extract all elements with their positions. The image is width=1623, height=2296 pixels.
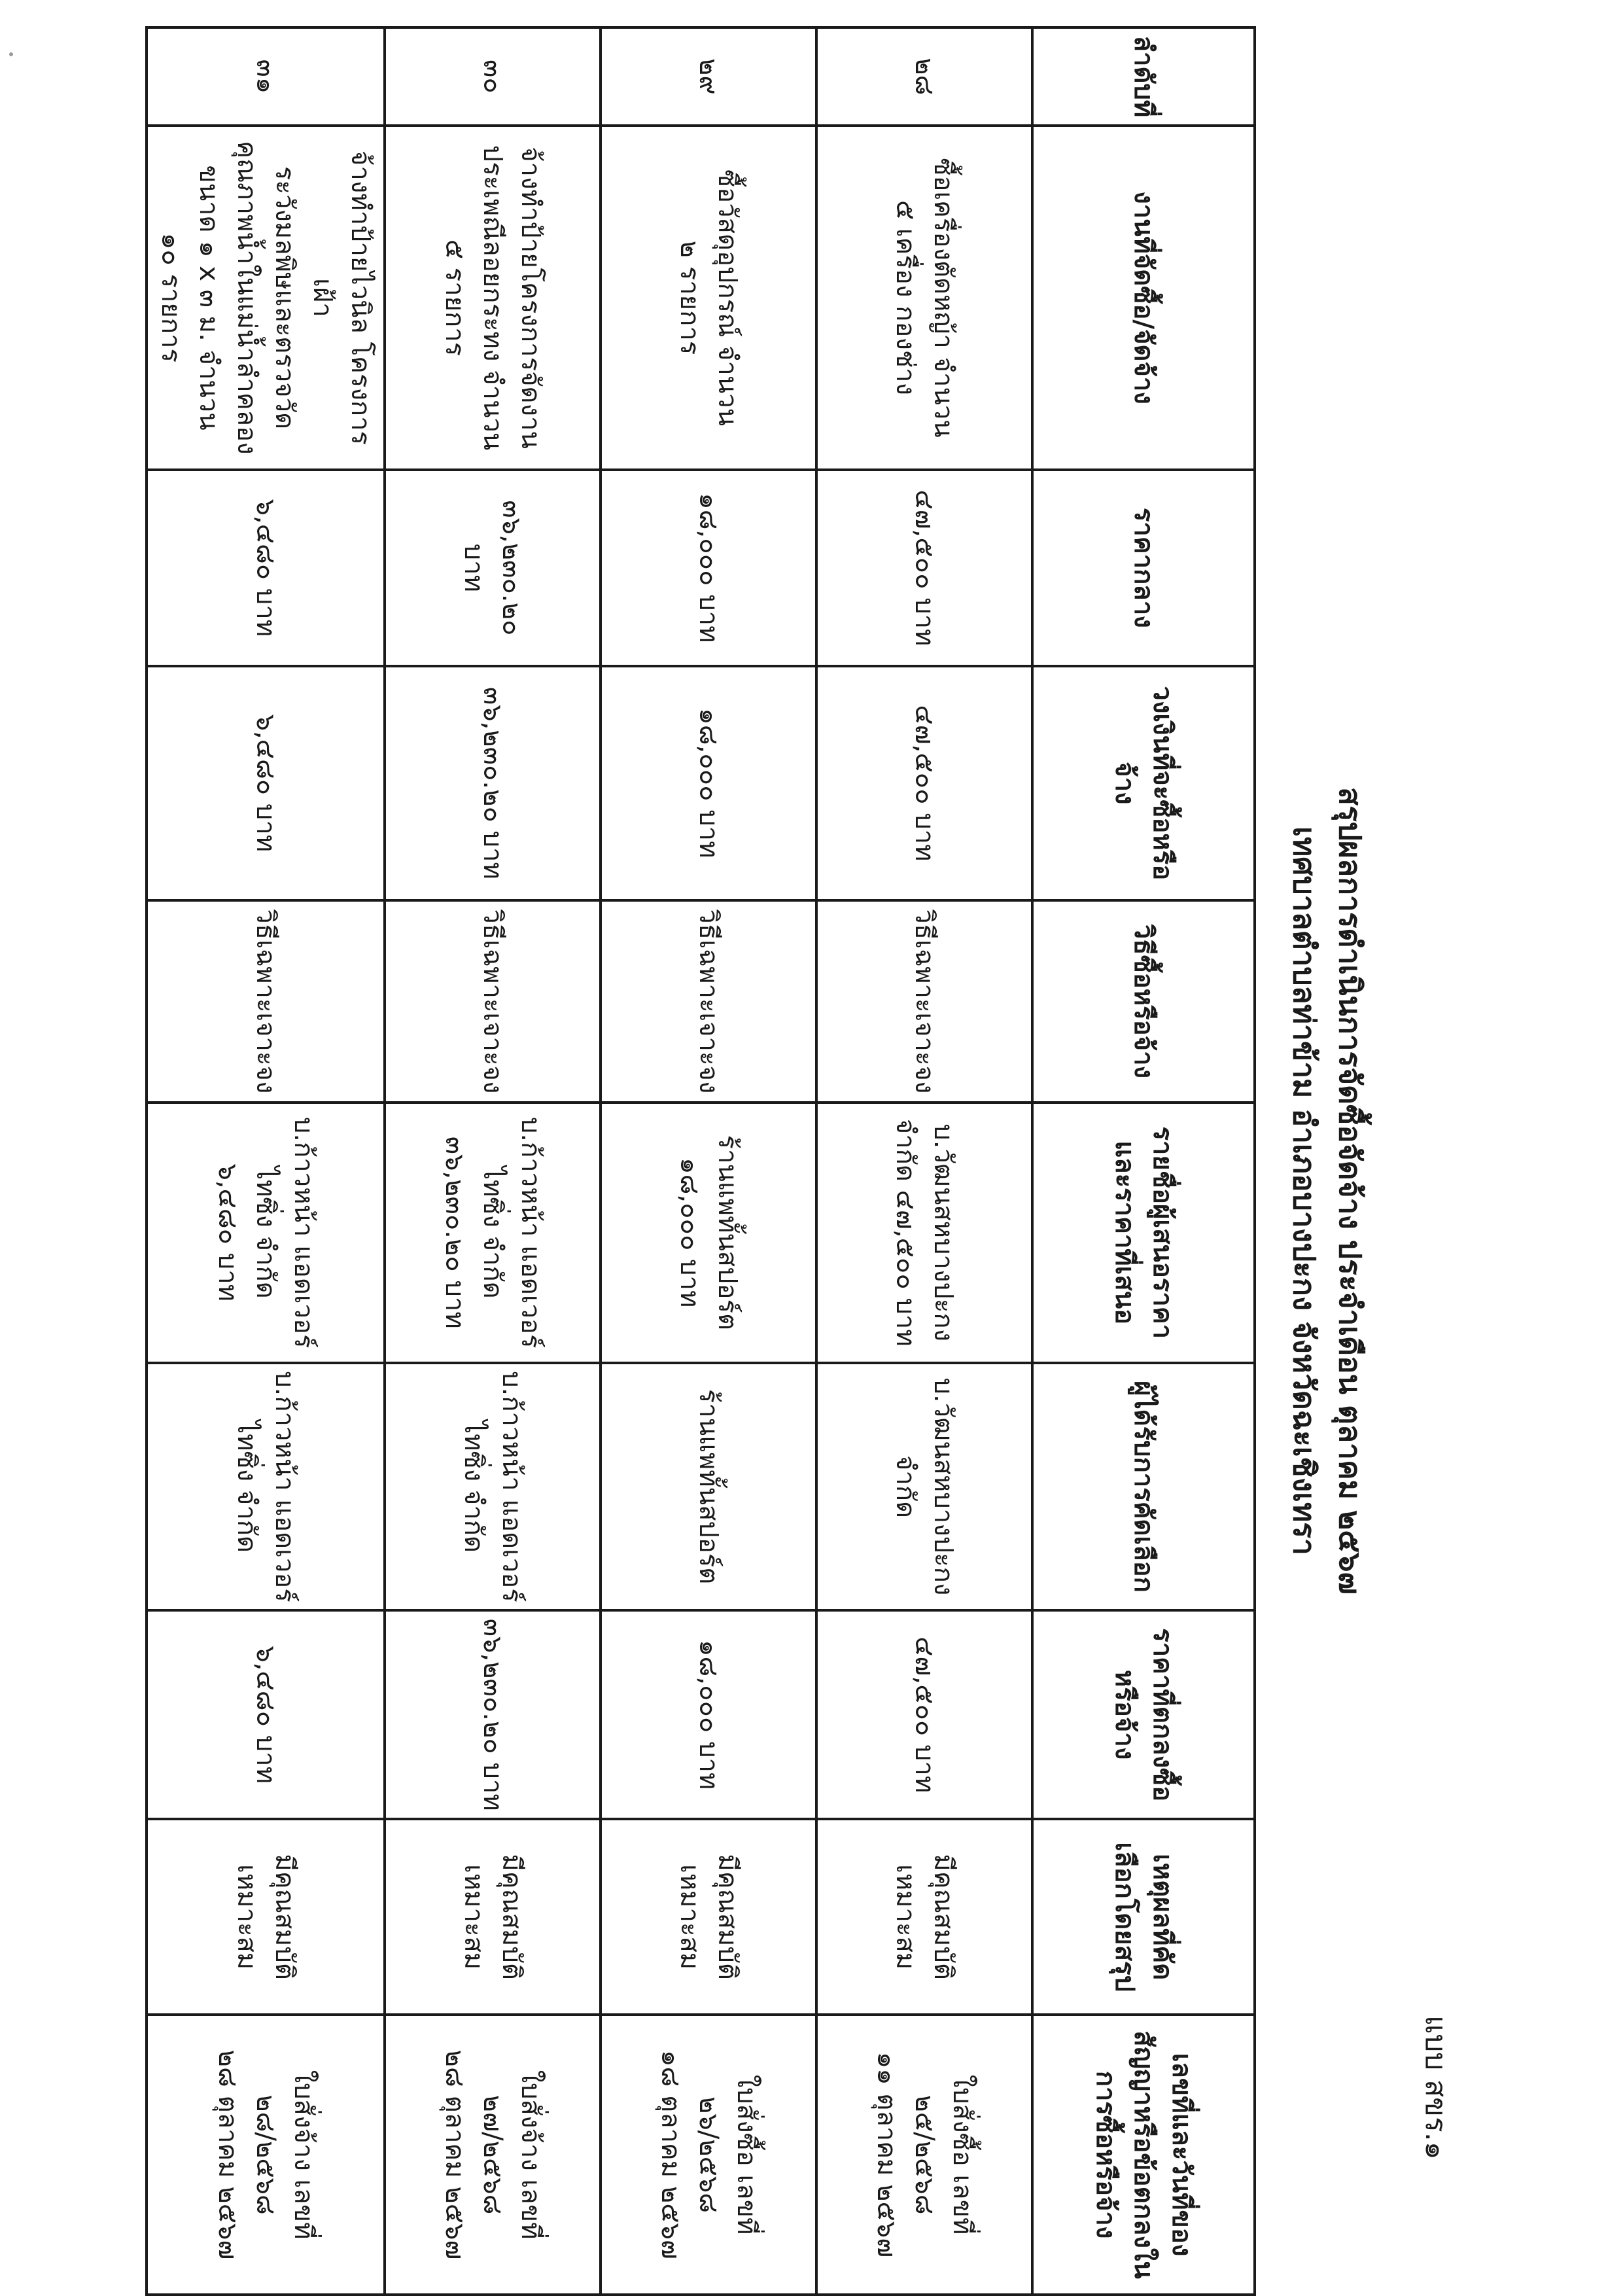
- column-header: วงเงินที่จะซื้อหรือจ้าง: [1032, 666, 1255, 901]
- cell-median-price: ๓๖,๒๓๐.๒๐ บาท: [385, 470, 601, 665]
- cell-method: วิธีเฉพาะเจาะจง: [816, 900, 1032, 1102]
- column-header: เลขที่และวันที่ของสัญญาหรือข้อตกลงในการซื้อหรือจ้าง: [1032, 2015, 1255, 2295]
- cell-agreed-price: ๓๖,๒๓๐.๒๐ บาท: [385, 1610, 601, 1819]
- cell-bidders: ร้านแพทั้นสปอร์ต ๑๘,๐๐๐ บาท: [601, 1103, 816, 1363]
- column-header: งานที่จัดซื้อ/จัดจ้าง: [1032, 126, 1255, 470]
- cell-median-price: ๑๘,๐๐๐ บาท: [601, 470, 816, 665]
- cell-median-price: ๖,๔๘๐ บาท: [147, 470, 385, 665]
- cell-contract: ใบสั่งซื้อ เลขที่ ๒๖/๒๕๖๘ ๑๘ ตุลาคม ๒๕๖๗: [601, 2015, 816, 2295]
- column-header: ราคาที่ตกลงซื้อหรือจ้าง: [1032, 1610, 1255, 1819]
- column-header: ผู้ได้รับการคัดเลือก: [1032, 1363, 1255, 1610]
- cell-no: ๒๙: [601, 27, 816, 126]
- cell-contract: ใบสั่งจ้าง เลขที่ ๒๘/๒๕๖๘ ๒๘ ตุลาคม ๒๕๖๗: [147, 2015, 385, 2295]
- cell-agreed-price: ๖,๔๘๐ บาท: [147, 1610, 385, 1819]
- cell-agreed-price: ๑๘,๐๐๐ บาท: [601, 1610, 816, 1819]
- column-header: วิธีซื้อหรือจ้าง: [1032, 900, 1255, 1102]
- table-row: [601, 27, 816, 2295]
- cell-no: ๓๑: [147, 27, 385, 126]
- page-title: สรุปผลการดำเนินการจัดซื้อจัดจ้าง ประจำเดือน ตุลาคม ๒๕๖๗: [1333, 787, 1368, 1595]
- scan-speck: [9, 52, 13, 56]
- procurement-table: [145, 26, 1256, 2296]
- cell-reason: มีคุณสมบัติ เหมาะสม: [816, 1819, 1032, 2015]
- form-code: แบบ สขร.๑: [1419, 2015, 1452, 2160]
- table-body: [147, 27, 1032, 2295]
- cell-method: วิธีเฉพาะเจาะจง: [147, 900, 385, 1102]
- column-header: รายชื่อผู้เสนอราคาและราคาที่เสนอ: [1032, 1103, 1255, 1363]
- cell-reason: มีคุณสมบัติ เหมาะสม: [147, 1819, 385, 2015]
- cell-budget: ๓๖,๒๓๐.๒๐ บาท: [385, 666, 601, 901]
- cell-method: วิธีเฉพาะเจาะจง: [601, 900, 816, 1102]
- cell-item: ซื้อเครื่องตัดหญ้า จำนวน ๕ เครื่อง กองช่าง: [816, 126, 1032, 470]
- cell-median-price: ๔๗,๕๐๐ บาท: [816, 470, 1032, 665]
- cell-budget: ๑๘,๐๐๐ บาท: [601, 666, 816, 901]
- cell-contract: ใบสั่งซื้อ เลขที่ ๒๕/๒๕๖๘ ๑๑ ตุลาคม ๒๕๖๗: [816, 2015, 1032, 2295]
- cell-reason: มีคุณสมบัติ เหมาะสม: [385, 1819, 601, 2015]
- cell-winner: ร้านแพทั้นสปอร์ต: [601, 1363, 816, 1610]
- cell-winner: บ.วัฒนสหบางปะกง จำกัด: [816, 1363, 1032, 1610]
- cell-bidders: บ.ก้าวหน้า แอดเวอร์ ไทซิ่ง จำกัด ๓๖,๒๓๐.๒๐ บาท: [385, 1103, 601, 1363]
- page-subtitle: เทศบาลตำบลท่าข้าม อำเภอบางปะกง จังหวัดฉะเชิงเทรา: [1287, 826, 1322, 1555]
- cell-reason: มีคุณสมบัติ เหมาะสม: [601, 1819, 816, 2015]
- cell-item: จ้างทำป้ายไวนิล โครงการเฝ้า ระวังมลพิษและตรวจวัด คุณภาพน้ำในแม่น้ำลำคลอง ขนาด ๑ x ๓ ม. จำนวน ๑๐ รายการ: [147, 126, 385, 470]
- table-row: [816, 27, 1032, 2295]
- cell-winner: บ.ก้าวหน้า แอดเวอร์ ไทซิ่ง จำกัด: [147, 1363, 385, 1610]
- cell-agreed-price: ๔๗,๕๐๐ บาท: [816, 1610, 1032, 1819]
- cell-item: จ้างทำป้ายโครงการจัดงาน ประเพณีลอยกระทง จำนวน ๕ รายการ: [385, 126, 601, 470]
- cell-item: ซื้อวัสดุอุปกรณ์ จำนวน ๒ รายการ: [601, 126, 816, 470]
- cell-contract: ใบสั่งจ้าง เลขที่ ๒๗/๒๕๖๘ ๒๘ ตุลาคม ๒๕๖๗: [385, 2015, 601, 2295]
- cell-budget: ๖,๔๘๐ บาท: [147, 666, 385, 901]
- column-header: เหตุผลที่คัดเลือกโดยสรุป: [1032, 1819, 1255, 2015]
- cell-no: ๒๘: [816, 27, 1032, 126]
- cell-budget: ๔๗,๕๐๐ บาท: [816, 666, 1032, 901]
- cell-winner: บ.ก้าวหน้า แอดเวอร์ ไทซิ่ง จำกัด: [385, 1363, 601, 1610]
- table-row: [147, 27, 385, 2295]
- cell-no: ๓๐: [385, 27, 601, 126]
- table-row: [385, 27, 601, 2295]
- cell-bidders: บ.ก้าวหน้า แอดเวอร์ ไทซิ่ง จำกัด ๖,๔๘๐ บาท: [147, 1103, 385, 1363]
- cell-method: วิธีเฉพาะเจาะจง: [385, 900, 601, 1102]
- column-header: ลำดับที่: [1032, 27, 1255, 126]
- column-header: ราคากลาง: [1032, 470, 1255, 665]
- cell-bidders: บ.วัฒนสหบางปะกง จำกัด ๔๗,๕๐๐ บาท: [816, 1103, 1032, 1363]
- table-header-row: [1032, 27, 1255, 2295]
